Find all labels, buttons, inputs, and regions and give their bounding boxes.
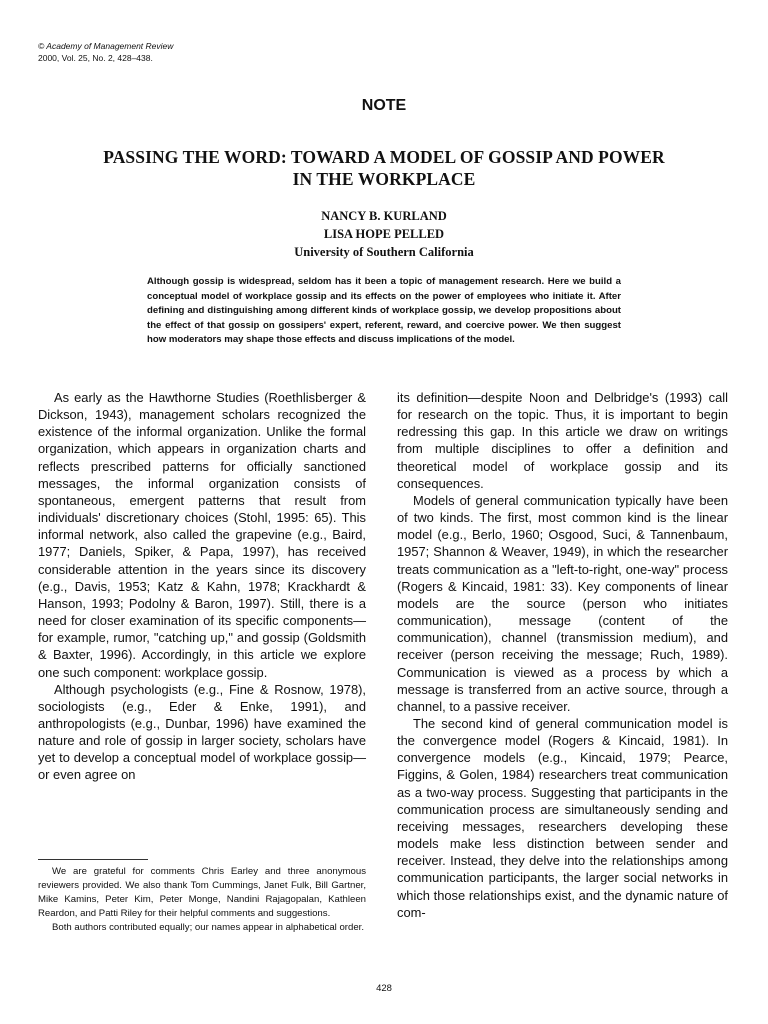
footnote: We are grateful for comments Chris Earley and three anonymous reviewers provided. We also thank Tom Cummings, Janet Fulk, Bill Gartner, Mike Kamins, Peter Kim, Peter Monge, Nandini Rajagopalan, Kathleen Reardon, and Patti Riley for their helpful comments and suggestions. (38, 866, 366, 919)
body-paragraph: its definition—despite Noon and Delbridge's (1993) call for research on the topic. Thus, it is important to begin redressing this gap. In this article we draw on writings from multiple disciplines to offer a definition and theoretical model of workplace gossip and its consequences. (397, 390, 728, 491)
author-name: LISA HOPE PELLED (323, 227, 445, 241)
body-paragraph: The second kind of general communication model is the convergence model (Rogers & Kincaid, 1981). In convergence models (e.g., Kincaid, 1979; Pearce, Figgins, & Golen, 1984) researchers treat communication as a two-way process. Suggesting that participants in the communication process are simultaneously sending and receiving messages, researchers developing these models make less distinction between sender and receiver. Instead, they delve into the relationships among communication participants, the larger social networks in which those relationships exist, and the dynamic nature of com- (397, 715, 728, 920)
body-paragraph: Models of general communication typically have been of two kinds. The first, most common kind is the linear model (e.g., Berlo, 1960; Osgood, Suci, & Tannenbaum, 1957; Shannon & Weaver, 1949), in which the researcher treats communication as a "left-to-right, one-way" process (Rogers & Kincaid, 1981: 33). Key components of linear models are the source (person who initiates communication), message (content of the communication), channel (transmission medium), and receiver (person receiving the message; Ruch, 1989). Communication is viewed as a process by which a message is transferred from an active source, through a channel, to a passive receiver. (397, 492, 728, 714)
body-column-right (397, 389, 728, 921)
author-name: NANCY B. KURLAND (321, 209, 447, 223)
page-number: 428 (376, 983, 392, 994)
footnotes (38, 865, 366, 935)
body-paragraph: As early as the Hawthorne Studies (Roethlisberger & Dickson, 1943), management scholars recognized the existence of the informal organization. Unlike the formal organization, which appears in organization charts and reflects prescribed patterns for officially sanctioned messages, the informal organization consists of spontaneous, emergent patterns that result from individuals' discretionary choices (Stohl, 1995: 65). This informal network, also called the grapevine (e.g., Baird, 1977; Daniels, Spiker, & Papa, 1997), has received considerable attention in the years since its discovery (e.g., Davis, 1953; Katz & Kahn, 1978; Krackhardt & Hanson, 1993; Podolny & Baron, 1997). Still, there is a need for closer examination of its specific components—for example, rumor, "catching up," and gossip (Goldsmith & Baxter, 1996). Accordingly, in this article we explore one such component: workplace gossip. (38, 390, 366, 680)
section-label: NOTE (361, 97, 407, 114)
affiliation: University of Southern California (294, 245, 474, 259)
footnote: Both authors contributed equally; our names appear in alphabetical order. (52, 921, 364, 933)
volume-info: 2000, Vol. 25, No. 2, 428–438. (38, 53, 153, 63)
body-column-left (38, 389, 366, 784)
article-title: PASSING THE WORD: TOWARD A MODEL OF GOSSIP AND POWER IN THE WORKPLACE (103, 147, 665, 189)
author-block (0, 207, 768, 261)
abstract: Although gossip is widespread, seldom has it been a topic of management research. Here we build a conceptual model of workplace gossip and its effects on the power of employees who initiate it. After defining and distinguishing among different kinds of workplace gossip, we develop propositions about the effect of that gossip on gossipers' expert, referent, reward, and coercive power. We then suggest how moderators may shape those effects and discuss implications of the model. (147, 276, 621, 346)
footnote-divider (38, 859, 148, 860)
body-paragraph: Although psychologists (e.g., Fine & Rosnow, 1978), sociologists (e.g., Eder & Enke, 1991), and anthropologists (e.g., Dunbar, 1996) have examined the nature and role of gossip in larger society, scholars have yet to develop a conceptual model of workplace gossip—or even agree on (38, 681, 366, 783)
journal-header (38, 40, 173, 64)
journal-name: © Academy of Management Review (38, 41, 174, 51)
